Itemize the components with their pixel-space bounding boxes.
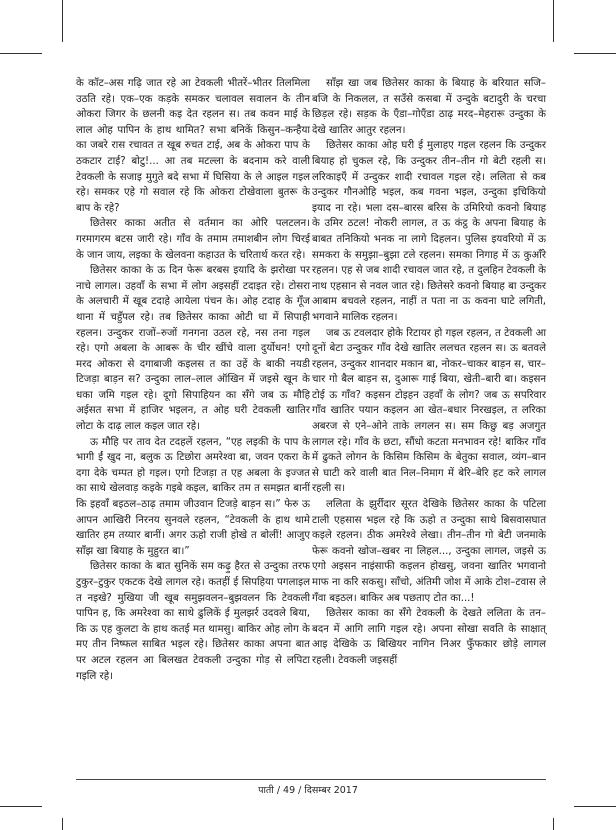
paragraph: ऊ मौहि पर ताव देत टदहलें रहलन, “एह लइकी के पाप के भागी ईं खुद ना, बलुक ऊ टिछोरा अमरेश्वा बा, जवन एकरा के दगा देके चम्पत हो गइल। एगो टिजड़ा त एह अबला के इज्जत का साथे खेलवाड़ कइके गइबे कइल, बाकिर तम त समझत बानीं कि इहवाँ बइठल–ठाढ़ तमाम जीउवान टिजड़े बाड़न स।” फेरु ऊ आपन आखिरी निरनय सुनवले रहलन, “टेवकली के हाथ थामे खातिर हम तय्यार बानीं। अगर ऊहो राजी होखे त बोलीं! आजुए साँझ खा बियाह के मुहुरत बा।” <box>76 436 310 557</box>
paragraph: छितेसर काका के ऊ दिन फेरू बरबस इयादि के झरोखा पर नाचे लागल। उहवाँ के सभा में लोग अइसहीं टदाइत रहे। टोसरा के अलचारी में खूब टदाहे आयेला पंचन के। ओह टदाह के गूँज थाना में चहुँपल रहे। तब छितेसर काका ओटी धा में सिपाही रहलन। उन्दुकर राजों–रुजों गनगना उठल रहे, नस तना गइल रहे। एगो अबला के आबरू के चीर खींचे वाला दुर्योधन! एगो मरद ओकरा से दगाबाजी कइलस त का उहें के बाकी नयडी टिजड़ा बाड़न स? उन्दुका लाल–लाल ऑखिन में जइसे खून के धका जमि गइल रहे। दूगो सिपाहियन का सँगे जब ऊ मौहि अईसत सभा में हाजिर भइलन, त ओह घरी टेवकली खातिर लोटा के दाढ़ लाल कइल जात रहे। <box>76 265 310 433</box>
paragraph: के कॉट–अस गढ़ि जात रहे आ टेवकली भीतरें–भीतर तिलमिला उठति रहे। एक–एक कड़के समकर चलावल सवालन के तीन ओकरा जिगर के छलनी कइ देत रहलन स। तब कवन माई के लाल ओह पापिन के हाथ थामित? सभा बनिकें किसुन–कन्हैया का जबरे रास रचावत त खूब रुचत टाई, अब के ओकरा पाप के ठकटार टाई? बोटु!... आ तब मटल्ला के बदनाम करे वाली टेवकली के सजाइ मुगुते बदे सभा में घिसिया के ले आइल गइल रहे। समकर एहे गो सवाल रहे कि ओकरा टोखेवाला बुतरू के बाप के रहे? <box>76 78 310 214</box>
crop-mark-top-left-h <box>0 53 42 54</box>
page-footer: पाती / 49 / दिसम्बर 2017 <box>258 785 358 796</box>
footer-divider <box>76 779 546 780</box>
left-text-column <box>76 76 310 684</box>
paragraph: जब ऊ टवलदार होके रिटायर हो गइल रहलन, त टेवकली आ दूनों बेटा उन्दुकर गाँव देखे खातिर ललचत रहलन स। ऊ बतवले रहलन, उन्दुकर शानदार मकान बा, नोकर–चाकर बाड़न स, चार–चार गो बैल बाड़न स, दुआरू गाई बिया, खेती–बारी बा। कइसन टोई ऊ गाँव? कइसन टोइहन उहवाँ के लोग? जब ऊ सपरिवार गाँव खातिर पयान कइलन आ खेत–बधार निरखइल, त लरिका अबरज से एने–ओने ताके लगलन स। सम किछु बड़ अजगुत लागल रहे। गाँव के छटा, सौंधो कटता मनभावन रहे! बाकिर गाँव में ढुकते लोगन के किसिम किसिम के बेतुका सवाल, व्यंग–बान से घाटी करे वाली बात निल–निमाग में बेरि–बेरि हट करे लागल रहली स। <box>312 327 546 495</box>
right-text-column <box>312 76 546 669</box>
crop-mark-bottom-right-h <box>574 806 616 807</box>
paragraph: साँझ खा जब छितेसर काका के बियाह के बरियात सजि–बजि के निकलल, त सउँसे कसबा में उन्दुके बटादुरी के चरचा छिड़ल रहे। सड़क के एँडा–गोएँडा ठाढ़ मरद–मेहरारू उन्दुका के देखे खातिर आतुर रहलन। <box>312 78 546 136</box>
crop-mark-bottom-left-v <box>62 818 63 830</box>
crop-mark-top-left-v <box>62 0 63 42</box>
crop-mark-top-right-v <box>553 0 554 42</box>
paragraph: ललिता के झुर्रीदार सूरत देखिके छितेसर काका के पटिला टाली एहसास भइल रहे कि ऊहो त उन्दुका साथे बिसवासघात कइले रहलन। ठीक अमरेश्वे लेखा। तीन–तीन गो बेटी जनमाके फेरू कवनो खोज–खबर ना लिहल..., उन्दुका लागल, जइसे ऊ एगो अइसन नाइंसाफी कइलन होखसु, जवना खातिर भगवानो माफ ना करि सकसु। साँचो, अंतिमी जोश में आके टोश–टवास ले गँवा बइठल। बाकिर अब पछताए टोत का...! <box>312 499 546 604</box>
crop-mark-bottom-left-h <box>0 806 42 807</box>
paragraph: छितेसर काका अतीत से वर्तमान का ओरि पलटलन। गरमागरम बटस जारी रहे। गाँव के तमाम तमाशबीन लोग चिरई के जान जाय, लइका के खेलवना कहाउत के चरितार्थ करत रहे। <box>76 218 310 261</box>
crop-mark-bottom-right-v <box>553 818 554 830</box>
paragraph: छितेसर काका के बात सुनिकें सम कढ़ु हैरत से उन्दुका तरफ टुकुर–टुकुर एकटक देखे लागल रहे। कतहीं ई सिपहिया पगलाइल त नइखे? मुखिया जी खूब समुझवलन–बुझवलन कि टेवकली पापिन ह, कि अमरेश्वा का साथे ढुलिकें ई मुलझर्र उदवले बिया, कि ऊ एह कुलटा के हाथ कतई मत थामसु। बाकिर ओह लोग के मए तीन निष्फल साबित भइल रहे। छितेसर काका अपना बात पर अटल रहलन आ बिलखत टेवकली उन्दुका गोड़ से लपिटा गइलि रहे। <box>76 561 310 682</box>
paragraph: छितेसर काका ओह घरी ई मुलाहए गइल रहलन कि उन्दुकर बियाह हो चुकल रहे, कि उन्दुकर तीन–तीन गो बेटी रहली स। लरिकाइएँ में उन्दुकर शादी रचावल गइल रहे। ललिता से कब उन्दुकर गौनओहि भइल, कब गवना भइल, उन्दुका इचिकियो इयाद ना रहे। भला दस–बारस बरिस के उमिरियो कवनो बियाह के उमिर ठटल! नोकरी लागल, त ऊ कंट्ठ के अपना बियाह के बाबत तनिकियो भनक ना लागे दिहलन। पुलिस इयवरियो में ऊ समकरा के समुझा–बुझा टले रहलन। समका निगाह में ऊ कुआँरे रहलन। एह से जब शादी रचावल जात रहे, त दुलहिन टेवकली के नाथ एहसान से नवल जात रहे। छितेसरे कवनो बियाह बा उन्दुकर आबाम बचवले रहलन, नाहीं त पता ना ऊ कवना घाटे लगिती, भगवाने मालिक रहलन। <box>312 140 546 323</box>
paragraph: छितेसर काका का सँगे टेवकली के देखते ललिता के तन–बदन में आगि लागि गइल रहे। अपना सोखा सवति के साक्षात् आइ देखिके ऊ बिखियर नागिन निअर फुँफकार छोड़े लागल रहली। टेवकली जइसहीं <box>312 608 546 666</box>
crop-mark-top-right-h <box>574 53 616 54</box>
